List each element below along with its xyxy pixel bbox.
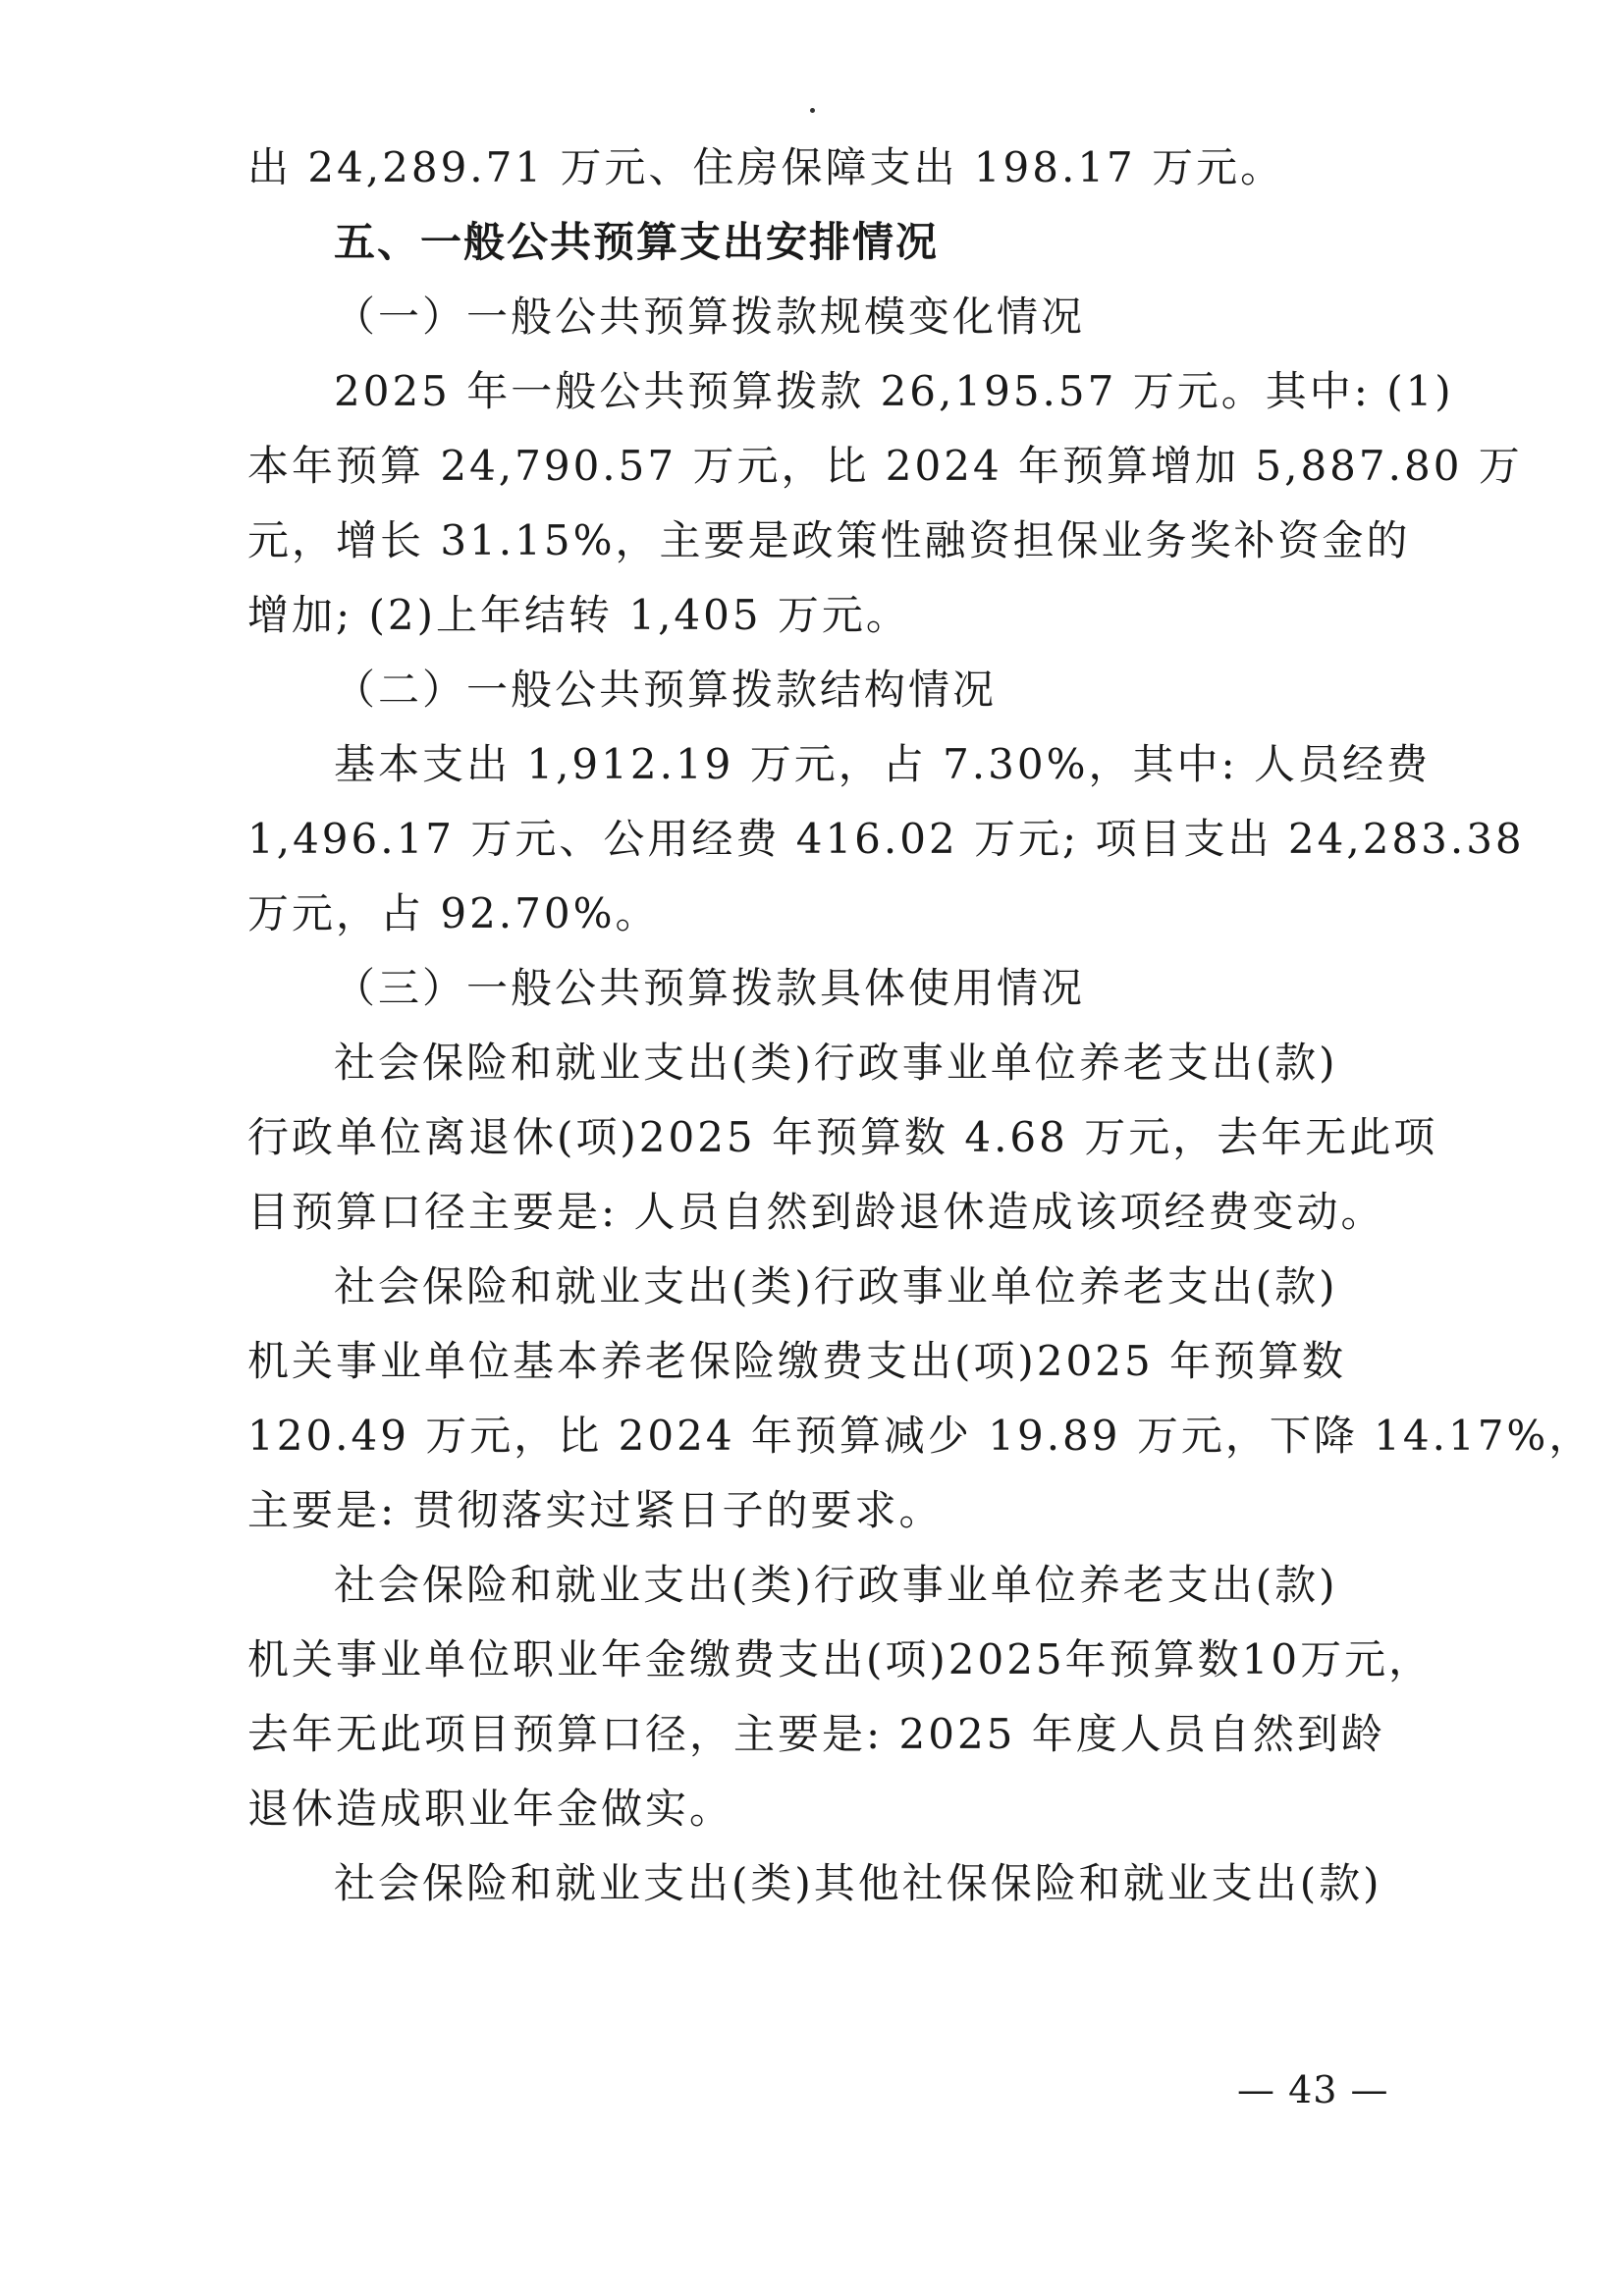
subheading-3: （三）一般公共预算拨款具体使用情况 xyxy=(334,964,1086,1012)
section-heading: 五、一般公共预算支出安排情况 xyxy=(334,218,940,266)
text-line-4: 2025 年一般公共预算拨款 26,195.57 万元。其中: (1) xyxy=(334,367,1454,415)
text-line-19: 主要是: 贯彻落实过紧日子的要求。 xyxy=(247,1486,944,1534)
text-line-24: 社会保险和就业支出(类)其他社保保险和就业支出(款) xyxy=(334,1859,1382,1907)
text-line-22: 去年无此项目预算口径，主要是: 2025 年度人员自然到龄 xyxy=(247,1710,1385,1758)
text-line-18: 120.49 万元，比 2024 年预算减少 19.89 万元，下降 14.17%， xyxy=(247,1412,1594,1460)
text-line-23: 退休造成职业年金做实。 xyxy=(247,1785,734,1833)
text-line-13: 社会保险和就业支出(类)行政事业单位养老支出(款) xyxy=(334,1039,1338,1087)
text-line-10: 1,496.17 万元、公用经费 416.02 万元; 项目支出 24,283.38 xyxy=(247,815,1525,863)
text-line-1: 出 24,289.71 万元、住房保障支出 198.17 万元。 xyxy=(247,143,1285,191)
text-line-21: 机关事业单位职业年金缴费支出(项)2025年预算数10万元， xyxy=(247,1635,1434,1683)
text-line-15: 目预算口径主要是: 人员自然到龄退休造成该项经费变动。 xyxy=(247,1188,1385,1236)
text-line-11: 万元，占 92.70%。 xyxy=(247,889,660,937)
text-line-7: 增加; (2)上年结转 1,405 万元。 xyxy=(247,591,910,639)
text-line-9: 基本支出 1,912.19 万元，占 7.30%，其中: 人员经费 xyxy=(334,740,1432,788)
text-line-5: 本年预算 24,790.57 万元，比 2024 年预算增加 5,887.80 万 xyxy=(247,442,1523,490)
text-line-20: 社会保险和就业支出(类)行政事业单位养老支出(款) xyxy=(334,1561,1338,1609)
subheading-2: （二）一般公共预算拨款结构情况 xyxy=(334,666,998,714)
text-line-16: 社会保险和就业支出(类)行政事业单位养老支出(款) xyxy=(334,1262,1338,1310)
text-line-6: 元，增长 31.15%，主要是政策性融资担保业务奖补资金的 xyxy=(247,516,1411,564)
subheading-1: （一）一般公共预算拨款规模变化情况 xyxy=(334,293,1086,341)
page-number: — 43 — xyxy=(1237,2068,1389,2111)
top-dot-mark xyxy=(810,108,815,113)
text-line-14: 行政单位离退休(项)2025 年预算数 4.68 万元，去年无此项 xyxy=(247,1113,1438,1161)
text-line-17: 机关事业单位基本养老保险缴费支出(项)2025 年预算数 xyxy=(247,1337,1347,1385)
